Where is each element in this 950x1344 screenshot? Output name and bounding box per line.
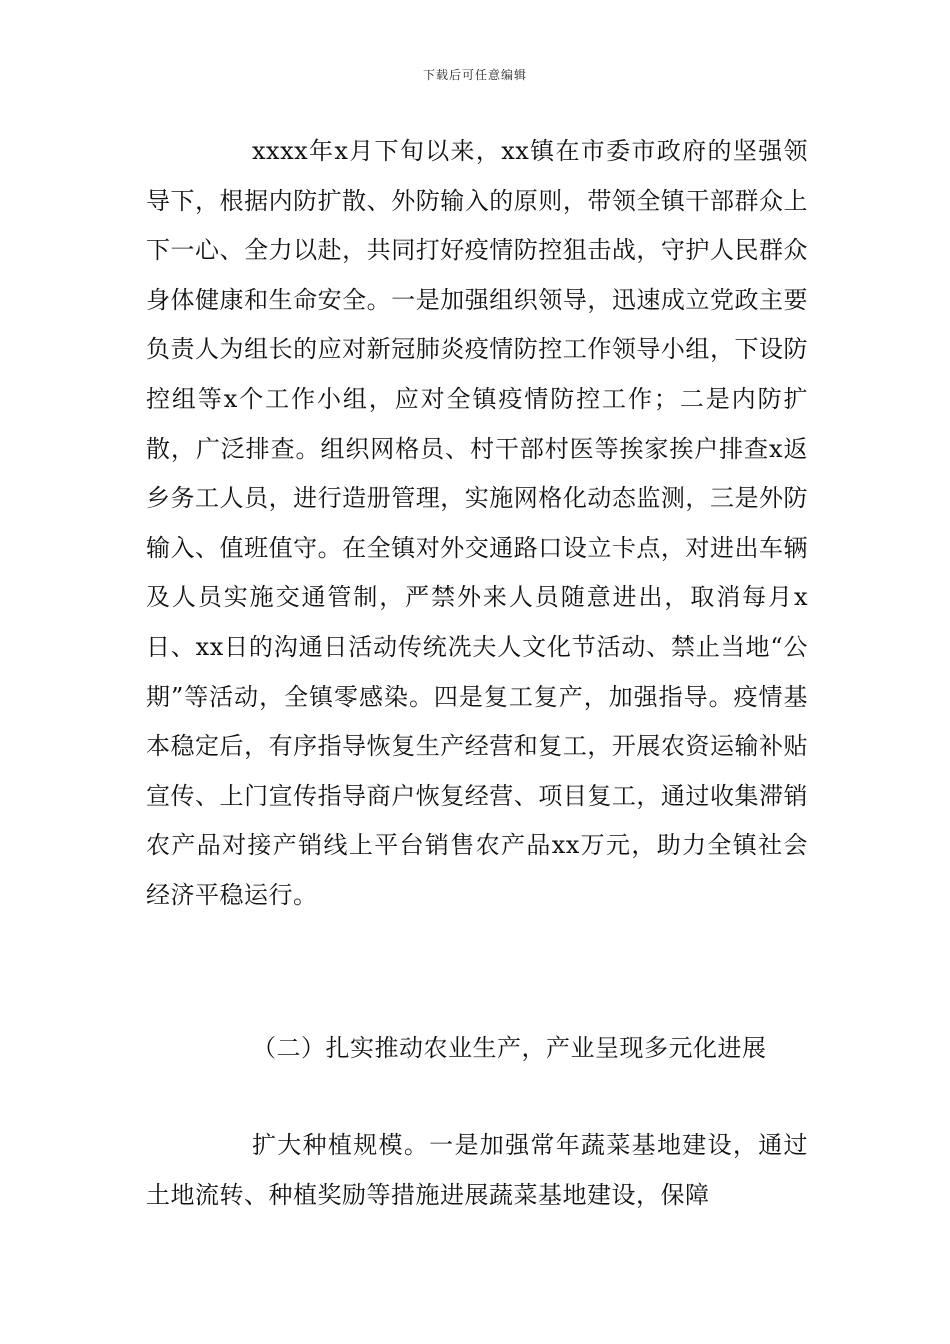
body-paragraph: xxxx年x月下旬以来，xx镇在市委市政府的坚强领导下，根据内防扩散、外防输入的原则，带领全镇干部群众上下一心、全力以赴，共同打好疫情防控狙击战，守护人民群众身体健康和生命安全。一是加强组织领导，迅速成立党政主要负责人为组长的应对新冠肺炎疫情防控工作领导小组，下设防控组等x个工作小组，应对全镇疫情防控工作；二是内防扩散，广泛排查。组织网格员、村干部村医等挨家挨户排查x返乡务工人员，进行造册管理，实施网格化动态监测，三是外防输入、值班值守。在全镇对外交通路口设立卡点，对进出车辆及人员实施交通管制，严禁外来人员随意进出，取消每月x日、xx日的沟通日活动传统冼夫人文化节活动、禁止当地“公期”等活动，全镇零感染。四是复工复产，加强指导。疫情基本稳定后，有序指导恢复生产经营和复工，开展农资运输补贴宣传、上门宣传指导商户恢复经营、项目复工，通过收集滞销农产品对接产销线上平台销售农产品xx万元，助力全镇社会经济平稳运行。 bbox=[146, 137, 808, 909]
section-heading: （二）扎实推动农业生产，产业呈现多元化进展 bbox=[252, 1034, 767, 1062]
body-paragraph: 扩大种植规模。一是加强常年蔬菜基地建设，通过土地流转、种植奖励等措施进展蔬菜基地建设，保障 bbox=[146, 1131, 808, 1209]
header-note: 下载后可任意编辑 bbox=[422, 68, 527, 82]
